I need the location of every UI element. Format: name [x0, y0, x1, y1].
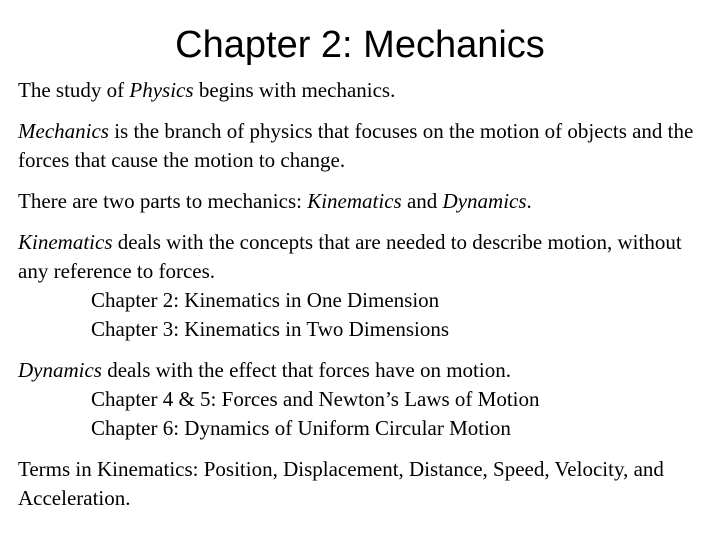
dynamics-paragraph [18, 356, 702, 443]
kinematics-chapter-item: Chapter 2: Kinematics in One Dimension [91, 288, 440, 312]
physics-term: Physics [129, 78, 194, 102]
intro-text-before: The study of [18, 78, 130, 102]
kinematics-paragraph [18, 228, 702, 344]
kinematics-definition-text: deals with the concepts that are needed to describe motion, without any reference to forces. [18, 230, 682, 283]
two-parts-paragraph [18, 187, 702, 216]
page-title: Chapter 2: Mechanics [175, 24, 545, 66]
dynamics-term-heading: Dynamics [18, 358, 102, 382]
intro-paragraph [18, 76, 702, 105]
kinematics-terms-paragraph: Terms in Kinematics: Position, Displacement, Distance, Speed, Velocity, and Acceleration. [18, 457, 664, 510]
mechanics-definition [18, 117, 702, 175]
two-parts-text-before: There are two parts to mechanics: [18, 189, 308, 213]
dynamics-definition-text: deals with the effect that forces have on motion. [101, 358, 511, 382]
two-parts-text-after: . [526, 189, 532, 213]
dynamics-term: Dynamics [442, 189, 527, 213]
mechanics-term: Mechanics [18, 119, 109, 143]
dynamics-chapter-item: Chapter 4 & 5: Forces and Newton’s Laws of Motion [91, 387, 540, 411]
kinematics-term-heading: Kinematics [18, 230, 113, 254]
kinematics-term: Kinematics [307, 189, 402, 213]
two-parts-text-middle: and [401, 189, 443, 213]
dynamics-chapter-item: Chapter 6: Dynamics of Uniform Circular Motion [91, 416, 511, 440]
kinematics-chapter-item: Chapter 3: Kinematics in Two Dimensions [91, 317, 450, 341]
intro-text-after: begins with mechanics. [193, 78, 396, 102]
mechanics-definition-text: is the branch of physics that focuses on the motion of objects and the forces that cause the motion to change. [18, 119, 694, 172]
